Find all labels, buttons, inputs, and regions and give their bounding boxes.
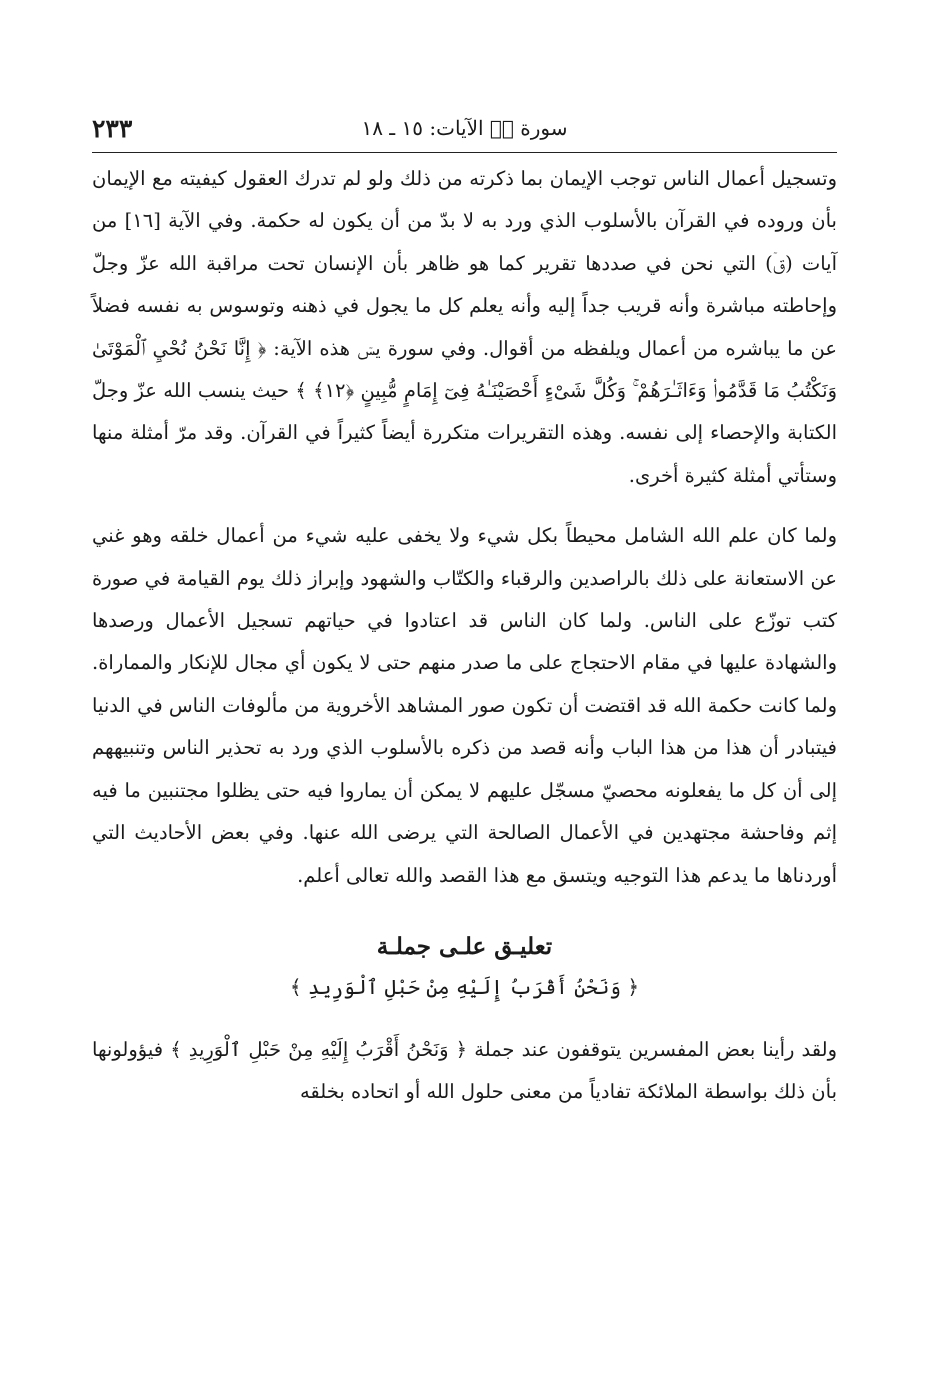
running-header [92,112,837,153]
paragraph-1-text-b: حيث ينسب الله عزّ وجلّ الكتابة والإحصاء إلى نفسه. وهذه التقريرات متكررة أيضاً كثيراً في القرآن. وقد مرّ أمثلة منها وستأتي أمثلة كثيرة أخرى. [92,379,837,487]
section-title: تعليـق علـى جملـة [376,932,553,960]
section-verse: ﴿ وَنَحْنُ أَقْرَبُ إِلَيْهِ مِنْ حَبْلِ ٱلْوَرِيدِ ﴾ [289,974,640,999]
quran-verse-qaf: ﴿ وَنَحْنُ أَقْرَبُ إِلَيْهِ مِنْ حَبْلِ ٱلْوَرِيدِ ﴾ [170,1037,468,1061]
quran-verse-yasin: ﴿ إِنَّا نَحْنُ نُحْيِ ٱلْمَوْتَىٰ وَنَكْتُبُ مَا قَدَّمُوا۟ وَءَاثَـٰرَهُمْ ۚ وَكُلَّ شَىْءٍ أَحْصَيْنَـٰهُ فِىٓ إِمَامٍ مُّبِينٍ ﴿١٢﴾ ﴾ [92,336,838,403]
paragraph-3 [92,1029,837,1114]
paragraph-2: ولما كان علم الله الشامل محيطاً بكل شيء ولا يخفى عليه شيء من أعمال خلقه وهو غني عن الاستعانة على ذلك بالراصدين والرقباء والكتّاب والشهود وإبراز ذلك يوم القيامة في صورة كتب توزّع على الناس. ولما كان الناس قد اعتادوا في حياتهم تسجيل الأعمال ورصدها والشهادة عليها في مقام الاحتجاج على ما صدر منهم حتى لا يكون أي مجال للإنكار والمماراة. ولما كانت حكمة الله قد اقتضت أن تكون صور المشاهد الأخروية من مألوفات الناس في الدنيا فيتبادر أن هذا من هذا الباب وأنه قصد من ذكره بالأسلوب الذي ورد به تحذير الناس وتنبيههم إلى أن كل ما يفعلونه محصيّ مسجّل عليهم لا يمكن أن يماروا فيه حتى يظلوا مجتنبين ما فيه إثم وفاحشة مجتهدين في الأعمال الصالحة التي يرضى الله عنها. وفي بعض الأحاديث التي أوردناها ما يدعم هذا التوجيه ويتسق مع هذا القصد والله تعالى أعلم. [92,524,837,887]
page-number: ٢٣٣ [92,114,133,143]
paragraph-3-text-a: ولقد رأينا بعض المفسرين يتوقفون عند جملة [474,1037,838,1061]
paragraph-1-text-a: وتسجيل أعمال الناس توجب الإيمان بما ذكرته من ذلك ولو لم تدرك العقول كيفيته مع الإيمان بأن وروده في القرآن بالأسلوب الذي ورد به لا بدّ من أن يكون له حكمة. وفي الآية [١٦] من آيات (قۤ) التي نحن في صددها تقرير كما هو ظاهر بأن الإنسان تحت مراقبة الله عزّ وجلّ وإحاطته مباشرة وأنه قريب جداً إليه وأنه يعلم كل ما يجول في ذهنه وتوسوس به نفسه فضلاً عن ما يباشره من أعمال ويلفظه من أقوال. وفي سورة يسۤ هذه الآية: [92,167,837,360]
page-body [92,158,837,1114]
section-heading [92,927,837,1007]
chapter-title: سورة قۤ الآيات: ١٥ ـ ١٨ [361,116,568,140]
paragraph-3-text-b: فيؤولونها بأن ذلك بواسطة الملائكة تفادياً من معنى حلول الله أو اتحاده بخلقه [92,1037,837,1104]
paragraph-1 [92,158,837,497]
